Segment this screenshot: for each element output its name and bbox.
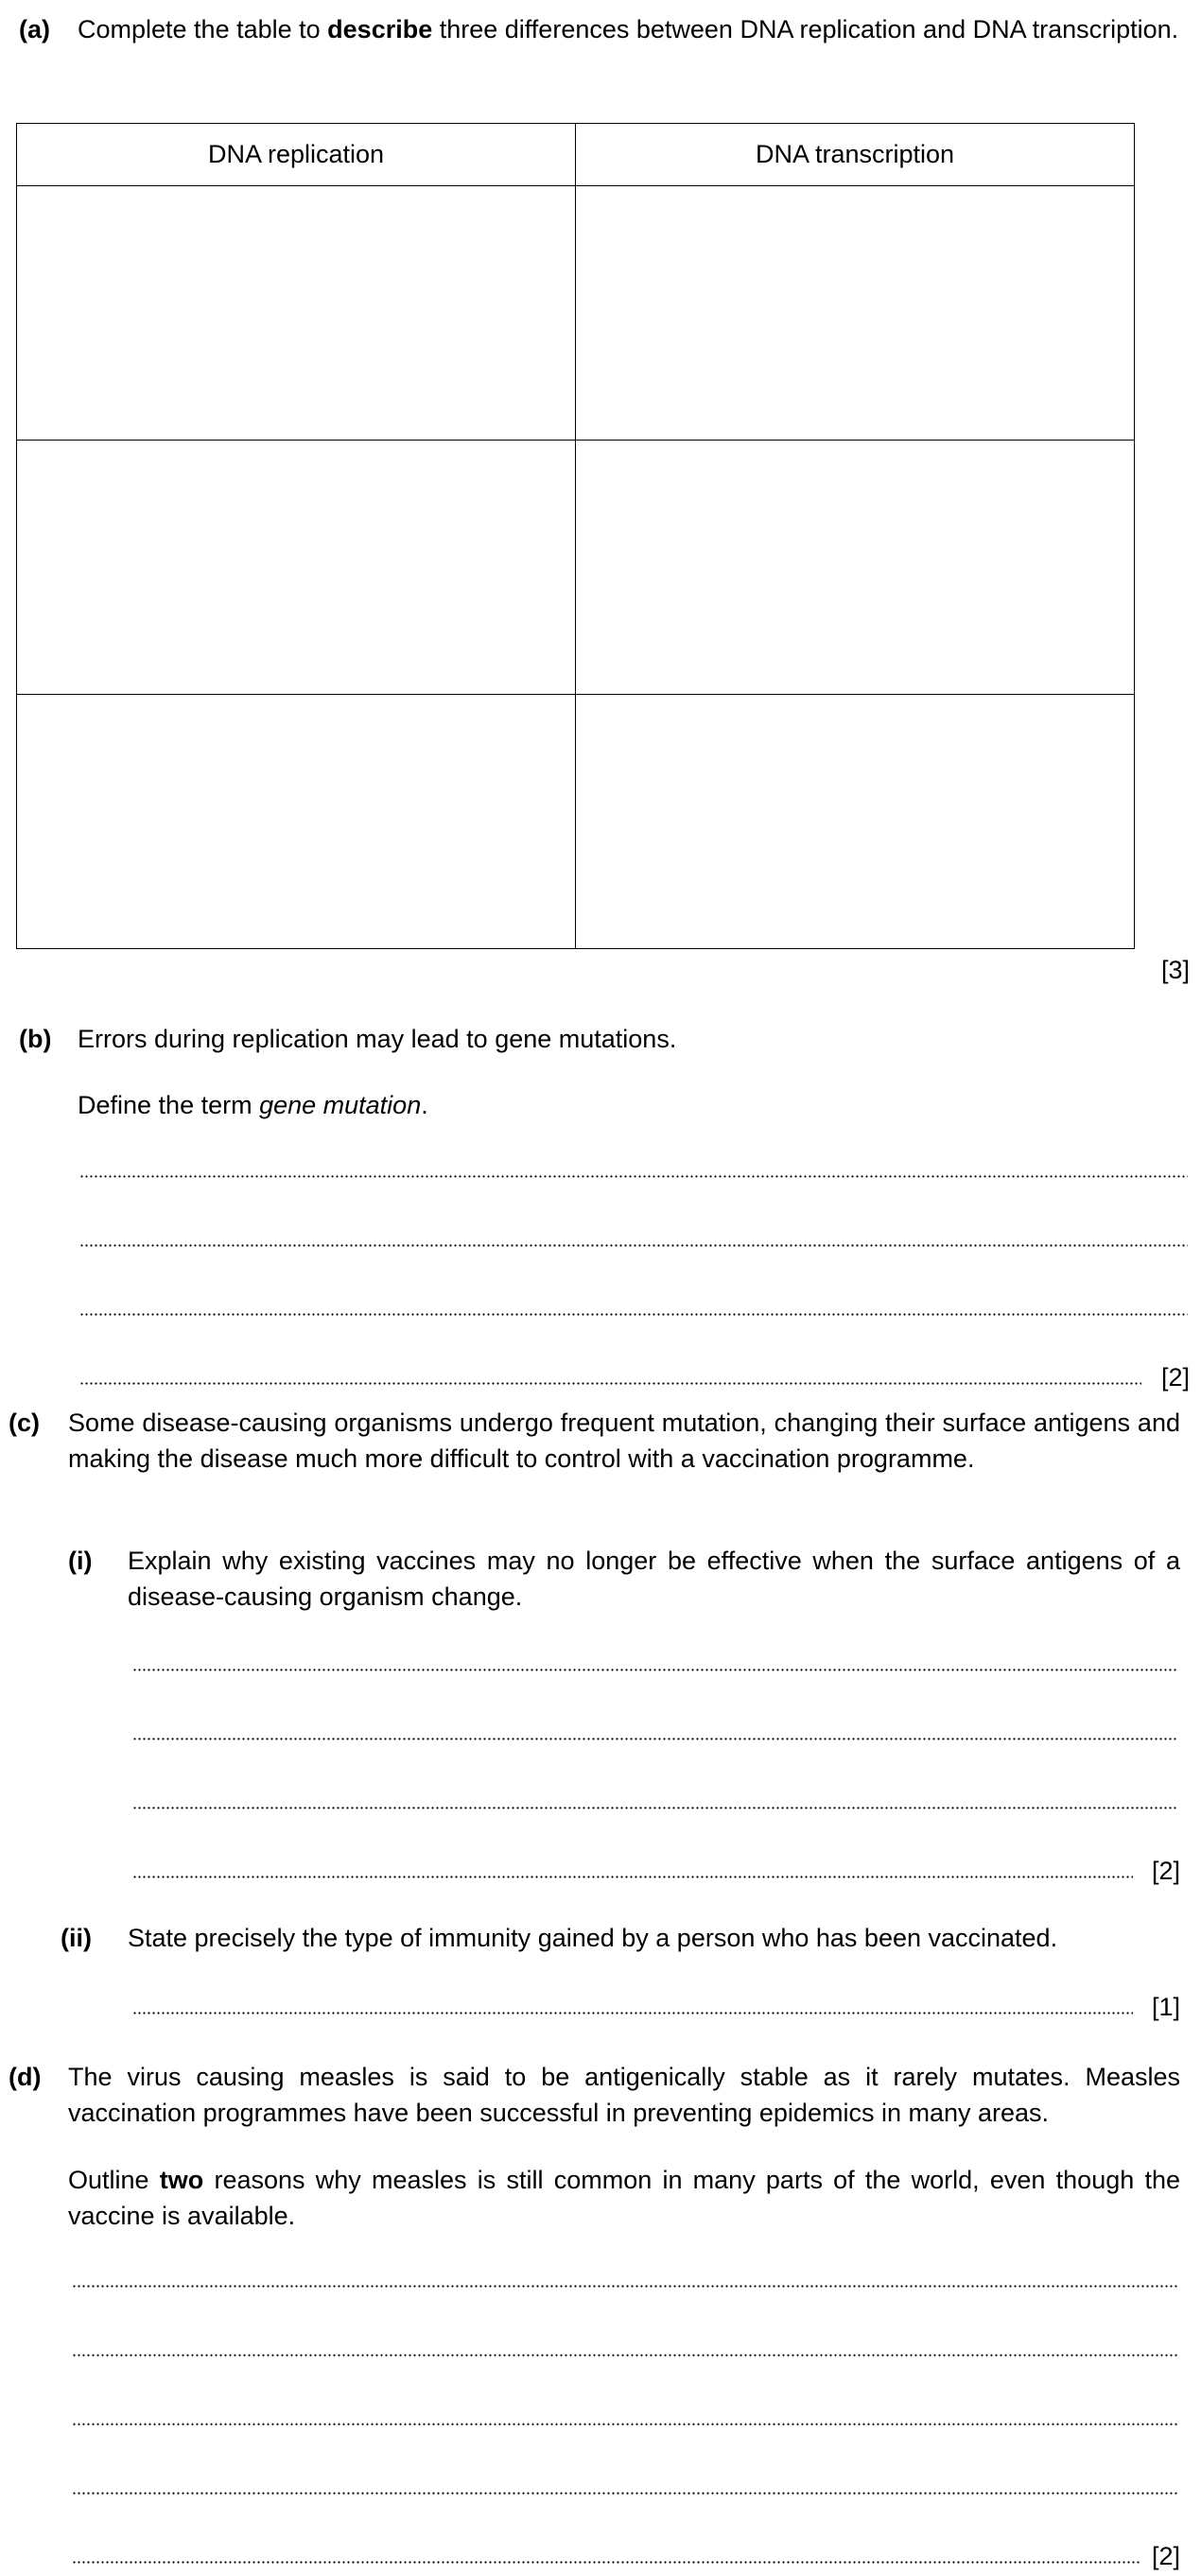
table-header-replication: DNA replication xyxy=(17,124,576,186)
part-d-stem: The virus causing measles is said to be antigenically stable as it rarely mutates. Measles vaccination programmes have been successful in preventing epidemics in many areas. xyxy=(68,2063,1180,2128)
answer-line[interactable] xyxy=(72,2285,1178,2288)
part-a-question: Complete the table to describe three differences between DNA replication and DNA transcription. xyxy=(78,15,1179,43)
answer-line[interactable] xyxy=(132,1668,1178,1671)
part-d-label: (d) xyxy=(9,2063,42,2091)
answer-cell[interactable] xyxy=(576,695,1135,949)
answer-line[interactable] xyxy=(79,1313,1188,1316)
part-c-i-question: Explain why existing vaccines may no longer be effective when the surface antigens of a disease-causing organism change. xyxy=(128,1547,1180,1612)
table-row xyxy=(17,441,1135,695)
answer-line[interactable] xyxy=(72,2561,1140,2564)
answer-line[interactable] xyxy=(132,2012,1133,2014)
part-c-stem: Some disease-causing organisms undergo frequent mutation, changing their surface antigens and making the disease much more difficult to control with a vaccination programme. xyxy=(68,1409,1180,1474)
part-c-label: (c) xyxy=(9,1409,40,1437)
answer-cell[interactable] xyxy=(17,441,576,695)
part-c-ii-marks: [1] xyxy=(1151,1993,1180,2021)
table-row xyxy=(17,186,1135,441)
part-b-marks: [2] xyxy=(1160,1363,1190,1392)
answer-line[interactable] xyxy=(132,1807,1178,1809)
part-c-ii-question: State precisely the type of immunity gained by a person who has been vaccinated. xyxy=(128,1924,1058,1952)
answer-line[interactable] xyxy=(132,1876,1133,1878)
part-b-label: (b) xyxy=(19,1025,52,1053)
part-b-prompt: Define the term gene mutation. xyxy=(78,1091,428,1119)
answer-table xyxy=(16,123,1135,949)
answer-line[interactable] xyxy=(79,1175,1188,1178)
answer-line[interactable] xyxy=(132,1738,1178,1740)
part-a-label: (a) xyxy=(19,15,50,43)
table-header-transcription: DNA transcription xyxy=(576,124,1135,186)
part-c-ii-label: (ii) xyxy=(61,1924,92,1952)
answer-cell[interactable] xyxy=(17,186,576,441)
answer-line[interactable] xyxy=(79,1244,1188,1247)
answer-cell[interactable] xyxy=(17,695,576,949)
part-b-stem: Errors during replication may lead to gene mutations. xyxy=(78,1025,677,1053)
answer-line[interactable] xyxy=(79,1382,1141,1385)
table-row xyxy=(17,695,1135,949)
part-d-prompt: Outline two reasons why measles is still common in many parts of the world, even though the vaccine is available. xyxy=(68,2166,1180,2231)
part-d-marks: [2] xyxy=(1151,2542,1180,2570)
part-c-i-label: (i) xyxy=(68,1547,93,1575)
answer-cell[interactable] xyxy=(576,186,1135,441)
answer-line[interactable] xyxy=(72,2423,1178,2426)
part-c-i-marks: [2] xyxy=(1151,1857,1180,1885)
answer-line[interactable] xyxy=(72,2492,1178,2495)
answer-cell[interactable] xyxy=(576,441,1135,695)
answer-line[interactable] xyxy=(72,2354,1178,2357)
part-a-marks: [3] xyxy=(1160,956,1190,984)
